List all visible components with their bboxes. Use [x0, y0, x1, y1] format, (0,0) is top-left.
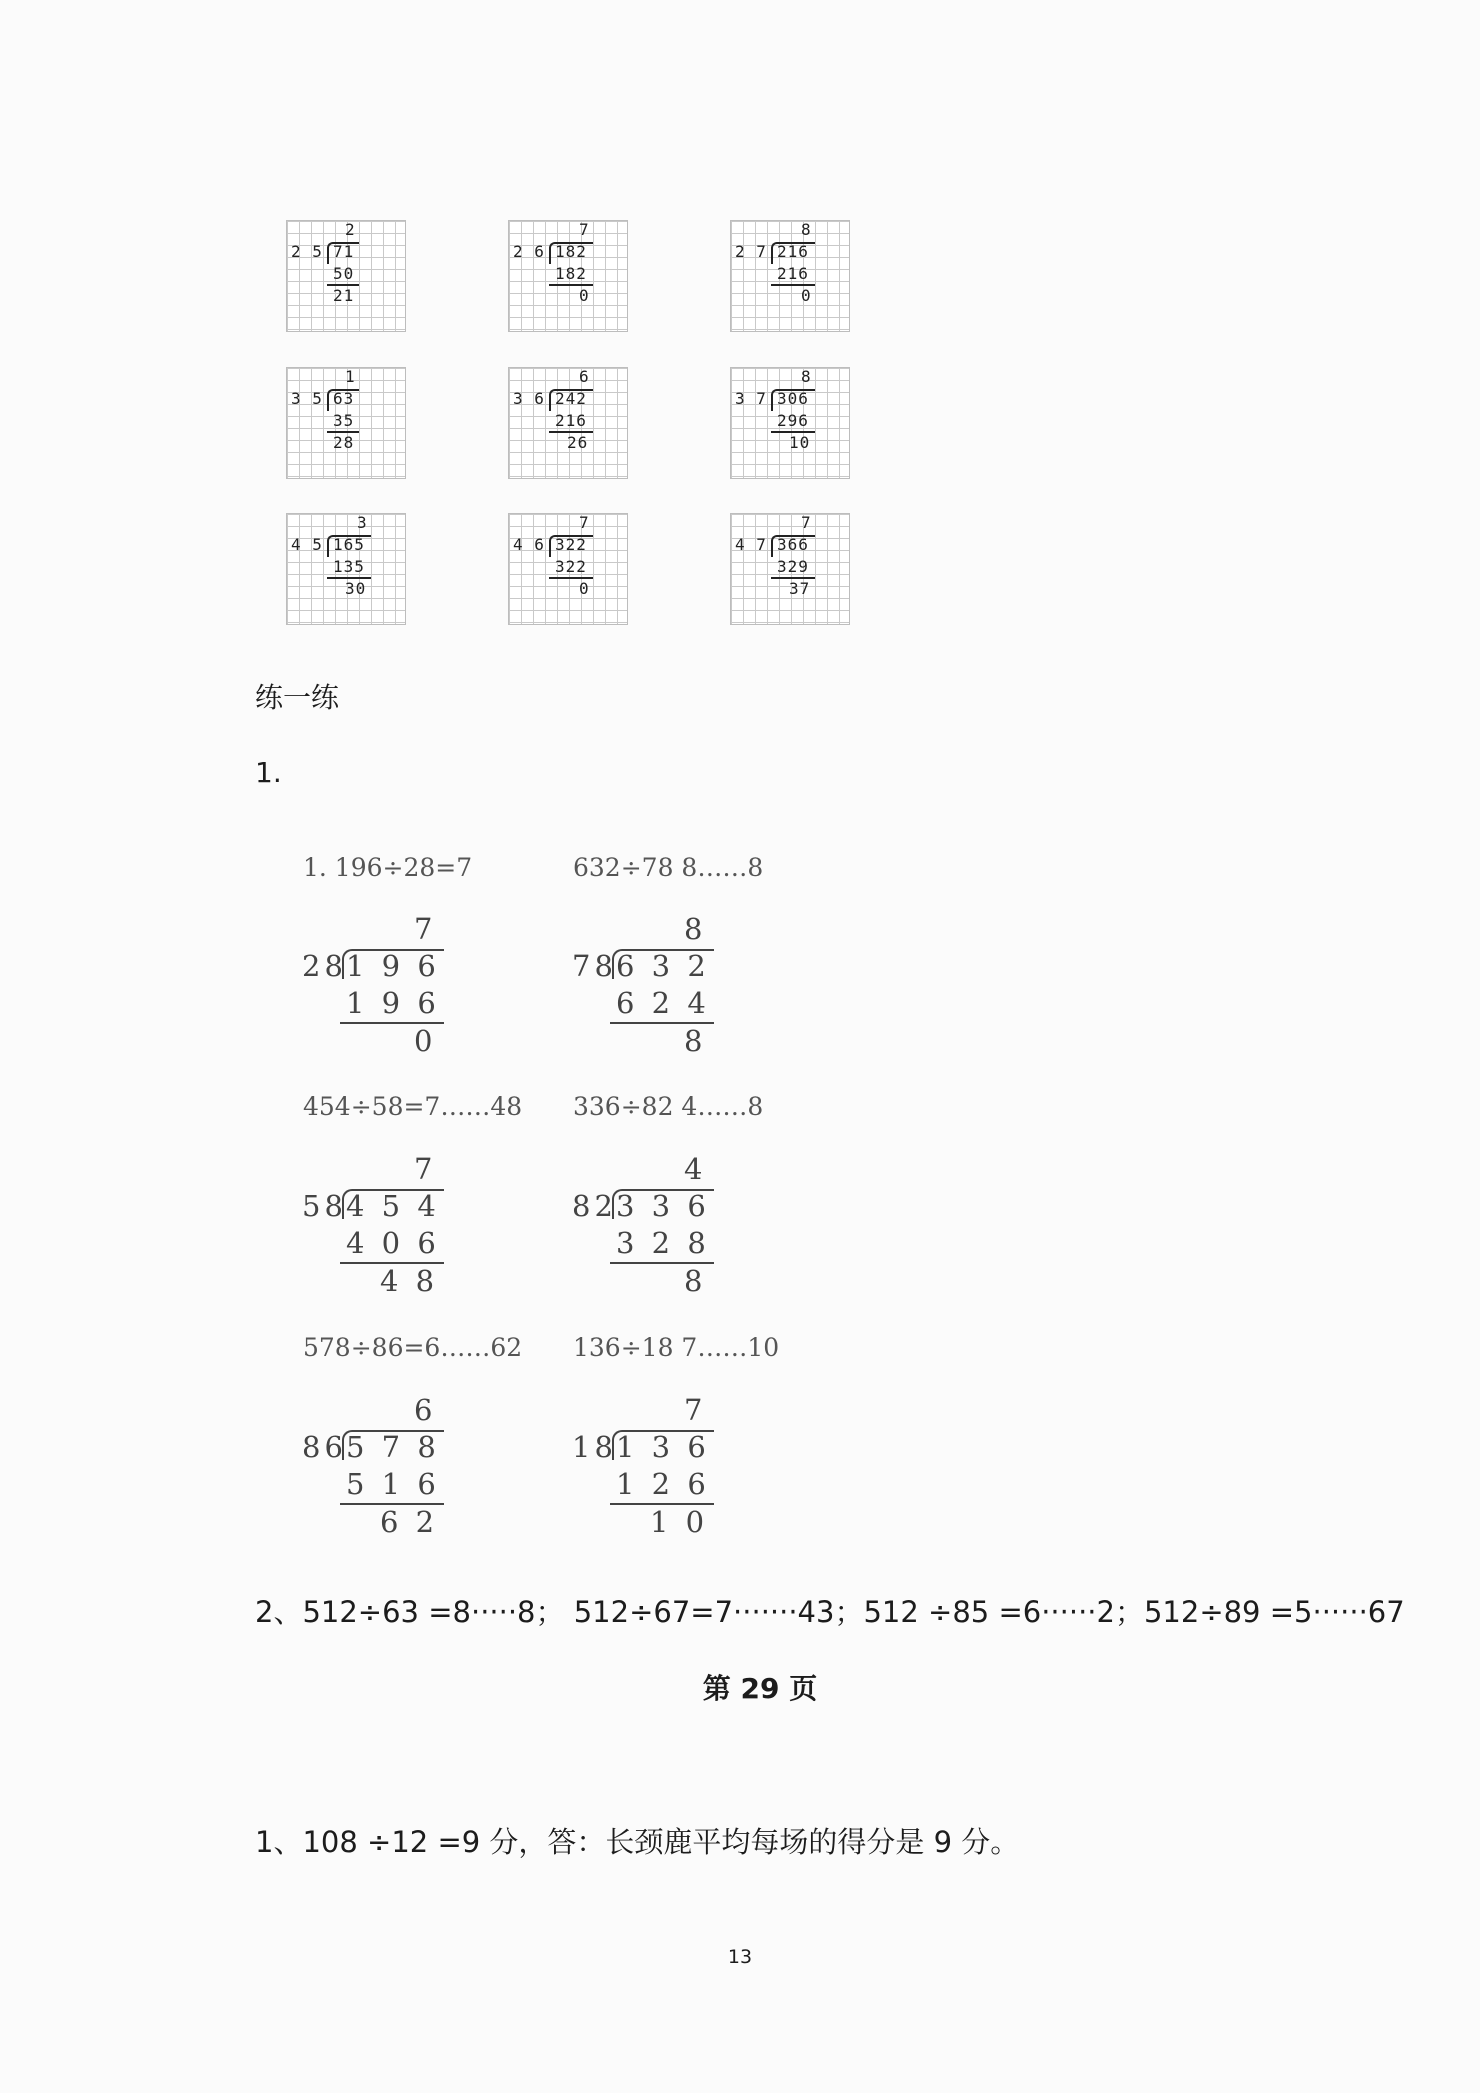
product: 216	[555, 411, 587, 430]
equation: 136÷18 7……10	[573, 1333, 780, 1362]
grid-division	[508, 367, 628, 479]
quotient: 7	[579, 220, 590, 239]
product: 329	[777, 557, 809, 576]
division-bracket	[342, 1189, 444, 1219]
dividend: 63	[333, 389, 355, 408]
quotient: 3	[357, 513, 368, 532]
quotient: 7	[684, 1393, 707, 1427]
remainder: 1 0	[650, 1505, 709, 1539]
quotient: 6	[414, 1393, 437, 1427]
product: 182	[555, 264, 587, 283]
division-bracket	[327, 389, 359, 411]
remainder: 8	[684, 1264, 707, 1298]
divisor: 86	[302, 1430, 347, 1464]
subtraction-line	[549, 284, 593, 286]
remainder: 0	[414, 1024, 437, 1058]
quotient: 7	[414, 912, 437, 946]
remainder: 21	[333, 286, 355, 305]
equation: 578÷86=6……62	[303, 1333, 523, 1362]
subtraction-line	[340, 1503, 444, 1505]
grid-division	[508, 513, 628, 625]
remainder: 8	[684, 1024, 707, 1058]
divisor: 3 6	[513, 389, 545, 408]
dividend: 366	[777, 535, 809, 554]
divisor: 2 5	[291, 242, 323, 261]
long-division	[302, 1152, 462, 1317]
grid-division	[286, 220, 406, 332]
remainder: 0	[801, 286, 812, 305]
division-bracket	[549, 242, 593, 264]
quotient: 7	[414, 1152, 437, 1186]
dividend: 182	[555, 242, 587, 261]
equation: 454÷58=7……48	[303, 1092, 523, 1121]
product: 4 0 6	[346, 1226, 440, 1260]
dividend: 322	[555, 535, 587, 554]
product: 296	[777, 411, 809, 430]
grid-division	[730, 220, 850, 332]
divisor: 3 7	[735, 389, 767, 408]
equation: 1. 196÷28=7	[303, 853, 473, 882]
dividend: 1 9 6	[346, 949, 440, 983]
long-division	[302, 912, 462, 1077]
dividend: 1 3 6	[616, 1430, 710, 1464]
divisor: 78	[572, 949, 617, 983]
division-bracket	[612, 1189, 714, 1219]
product: 3 2 8	[616, 1226, 710, 1260]
subtraction-line	[340, 1022, 444, 1024]
divisor: 4 5	[291, 535, 323, 554]
equation: 336÷82 4……8	[573, 1092, 764, 1121]
grid-division	[286, 367, 406, 479]
quotient: 6	[579, 367, 590, 386]
item-3-text: 1、108 ÷12 =9 分，答：长颈鹿平均每场的得分是 9 分。	[255, 1825, 1020, 1859]
quotient: 8	[684, 912, 707, 946]
division-bracket	[771, 535, 815, 557]
subtraction-line	[771, 431, 815, 433]
division-bracket	[327, 242, 359, 264]
remainder: 26	[567, 433, 589, 452]
divisor: 82	[572, 1189, 617, 1223]
subtraction-line	[610, 1503, 714, 1505]
remainder: 0	[579, 579, 590, 598]
long-division	[572, 912, 732, 1077]
grid-division	[508, 220, 628, 332]
subtraction-line	[327, 431, 359, 433]
divisor: 3 5	[291, 389, 323, 408]
subtraction-line	[327, 577, 371, 579]
page-section-title: 第 29 页	[702, 1672, 818, 1705]
page-number: 13	[727, 1946, 753, 1968]
subtraction-line	[610, 1262, 714, 1264]
remainder: 30	[345, 579, 367, 598]
equation: 632÷78 8……8	[573, 853, 764, 882]
quotient: 7	[579, 513, 590, 532]
dividend: 306	[777, 389, 809, 408]
grid-division	[730, 513, 850, 625]
dividend: 3 3 6	[616, 1189, 710, 1223]
product: 5 1 6	[346, 1467, 440, 1501]
remainder: 6 2	[380, 1505, 439, 1539]
product: 50	[333, 264, 355, 283]
division-bracket	[612, 949, 714, 979]
subtraction-line	[340, 1262, 444, 1264]
grid-division	[730, 367, 850, 479]
product: 1 9 6	[346, 986, 440, 1020]
quotient: 8	[801, 220, 812, 239]
division-bracket	[771, 242, 815, 264]
quotient: 2	[345, 220, 356, 239]
subtraction-line	[610, 1022, 714, 1024]
division-bracket	[771, 389, 815, 411]
division-bracket	[342, 1430, 444, 1460]
product: 35	[333, 411, 355, 430]
remainder: 10	[789, 433, 811, 452]
dividend: 6 3 2	[616, 949, 710, 983]
divisor: 18	[572, 1430, 617, 1464]
quotient: 4	[684, 1152, 707, 1186]
division-bracket	[342, 949, 444, 979]
divisor: 4 6	[513, 535, 545, 554]
product: 135	[333, 557, 365, 576]
divisor: 2 7	[735, 242, 767, 261]
quotient: 1	[345, 367, 356, 386]
division-bracket	[327, 535, 371, 557]
quotient: 8	[801, 367, 812, 386]
remainder: 28	[333, 433, 355, 452]
subtraction-line	[771, 284, 815, 286]
product: 322	[555, 557, 587, 576]
dividend: 216	[777, 242, 809, 261]
dividend: 71	[333, 242, 355, 261]
quotient: 7	[801, 513, 812, 532]
grid-division	[286, 513, 406, 625]
divisor: 58	[302, 1189, 347, 1223]
division-bracket	[549, 389, 593, 411]
dividend: 165	[333, 535, 365, 554]
section-heading: 练一练	[255, 681, 340, 714]
divisor: 2 6	[513, 242, 545, 261]
product: 1 2 6	[616, 1467, 710, 1501]
subtraction-line	[549, 431, 593, 433]
long-division	[302, 1393, 462, 1558]
item-1-label: 1.	[255, 756, 282, 789]
dividend: 242	[555, 389, 587, 408]
product: 216	[777, 264, 809, 283]
long-division	[572, 1152, 732, 1317]
long-division	[572, 1393, 732, 1558]
remainder: 37	[789, 579, 811, 598]
division-bracket	[612, 1430, 714, 1460]
subtraction-line	[771, 577, 815, 579]
division-bracket	[549, 535, 593, 557]
product: 6 2 4	[616, 986, 710, 1020]
divisor: 28	[302, 949, 347, 983]
dividend: 5 7 8	[346, 1430, 440, 1464]
dividend: 4 5 4	[346, 1189, 440, 1223]
remainder: 0	[579, 286, 590, 305]
remainder: 4 8	[380, 1264, 439, 1298]
item-2-text: 2、512÷63 =8·····8； 512÷67=7·······43；512 ÷85 =6······2；512÷89 =5······67	[255, 1595, 1405, 1629]
divisor: 4 7	[735, 535, 767, 554]
subtraction-line	[549, 577, 593, 579]
subtraction-line	[327, 284, 359, 286]
